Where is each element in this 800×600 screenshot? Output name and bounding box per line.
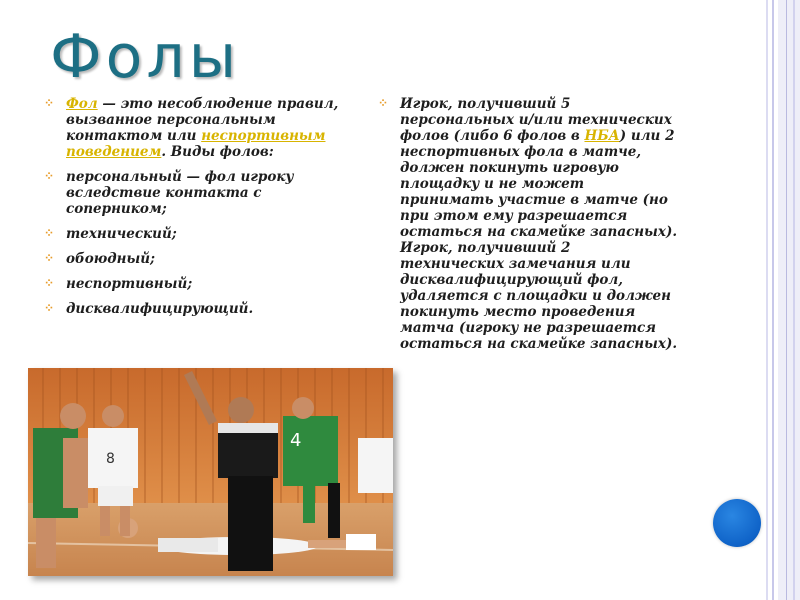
link-nba[interactable]: НБА bbox=[584, 128, 620, 144]
bullet-marker-icon: ⁘ bbox=[44, 226, 55, 240]
bullet-marker-icon: ⁘ bbox=[378, 96, 389, 110]
list-item bbox=[44, 169, 349, 217]
list-item bbox=[44, 301, 349, 317]
decorative-stripes bbox=[766, 0, 800, 600]
bullet-marker-icon: ⁘ bbox=[44, 96, 55, 110]
link-foul[interactable]: Фол bbox=[66, 96, 98, 112]
rules-text-2: ) или 2 неспортивных фола в матче, должен покинуть игровую площадку и не может принимать участие в матче (но при этом ему разрешается остаться на скамейке запасных). Игрок, получивший 2 технических замечания или дисквалифицирующий фол, удаляется с площадки и должен покинуть место проведения матча (игроку не разрешается остаться на скамейке запасных). bbox=[400, 128, 678, 352]
foul-type-disqualifying: дисквалифицирующий. bbox=[66, 301, 254, 317]
list-item bbox=[44, 226, 349, 242]
rules-paragraph bbox=[378, 96, 678, 352]
bullet-marker-icon: ⁘ bbox=[44, 169, 55, 183]
svg-text:8: 8 bbox=[106, 451, 115, 467]
bullet-marker-icon: ⁘ bbox=[44, 251, 55, 265]
right-column bbox=[378, 96, 678, 361]
list-item bbox=[44, 251, 349, 267]
rules-text-1: Игрок, получивший 5 персональных и/или технических фолов (либо 6 фолов в bbox=[400, 96, 672, 144]
bullet-definition bbox=[44, 96, 349, 160]
foul-type-personal: персональный — фол игроку вследствие контакта с соперником; bbox=[66, 169, 294, 217]
foul-type-technical: технический; bbox=[66, 226, 177, 242]
slide-title: Фолы bbox=[50, 22, 241, 92]
definition-text-2: . Виды фолов: bbox=[161, 144, 274, 160]
bullet-marker-icon: ⁘ bbox=[44, 301, 55, 315]
foul-type-double: обоюдный; bbox=[66, 251, 156, 267]
foul-type-unsportsmanlike: неспортивный; bbox=[66, 276, 193, 292]
list-item bbox=[44, 276, 349, 292]
link-unsportsmanlike[interactable]: неспортивным поведением bbox=[66, 128, 326, 160]
left-column bbox=[44, 96, 349, 326]
svg-text:4: 4 bbox=[290, 430, 302, 451]
definition-text-1: — это несоблюдение правил, вызванное персональным контактом или bbox=[66, 96, 339, 144]
bullet-marker-icon: ⁘ bbox=[44, 276, 55, 290]
decorative-circle bbox=[713, 499, 761, 547]
basketball-photo bbox=[28, 368, 393, 576]
